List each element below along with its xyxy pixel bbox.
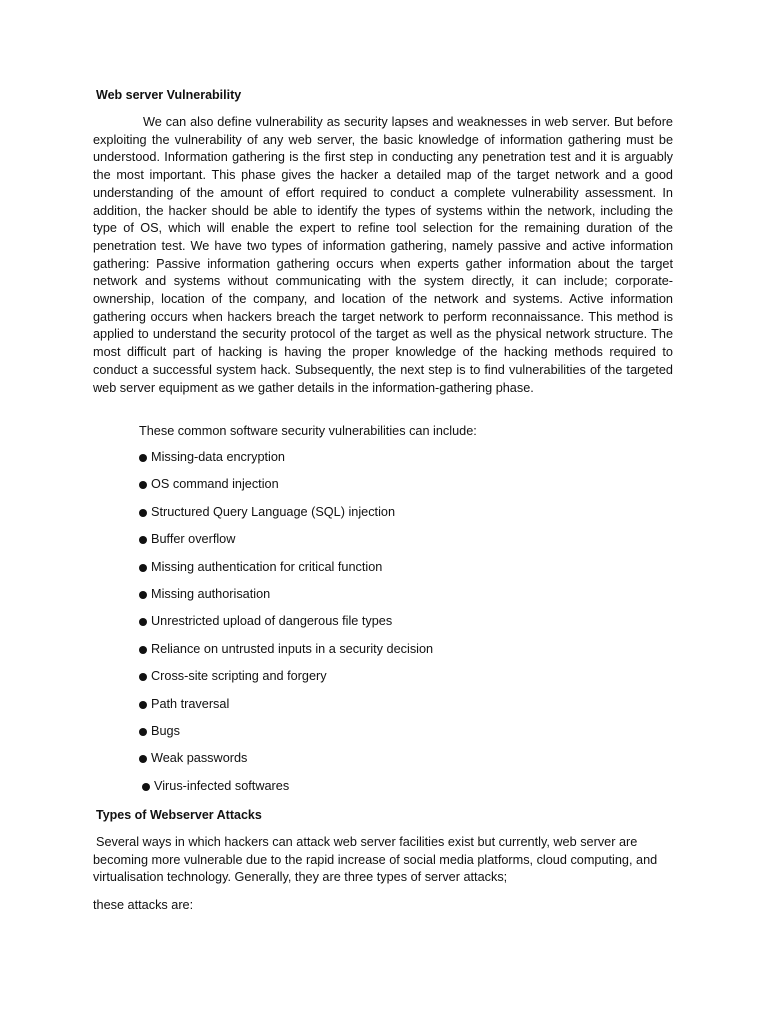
- list-item: [139, 779, 433, 806]
- list-item-text: Bugs: [151, 723, 180, 738]
- bullet-icon: [139, 591, 147, 599]
- bullet-icon: [139, 454, 147, 462]
- bullet-icon: [139, 564, 147, 572]
- list-item-text: Virus-infected softwares: [154, 778, 290, 793]
- vulnerability-list: [139, 450, 433, 806]
- list-item: [139, 505, 433, 532]
- list-item: [139, 614, 433, 641]
- bullet-icon: [139, 701, 147, 709]
- bullet-icon: [142, 783, 150, 791]
- list-item-text: Path traversal: [151, 696, 230, 711]
- list-item: [139, 587, 433, 614]
- section-heading-webserver-attacks: Types of Webserver Attacks: [96, 808, 262, 822]
- bullet-icon: [139, 755, 147, 763]
- list-item-text: Missing authorisation: [151, 586, 271, 601]
- paragraph-server-attacks: Several ways in which hackers can attack web server facilities exist but currently, web server are becoming more vulnerable due to the rapid increase of social media platforms, cloud computing, and virtualisation technology. Generally, they are three types of server attacks;: [93, 835, 658, 885]
- bullet-icon: [139, 646, 147, 654]
- list-item-text: Structured Query Language (SQL) injection: [151, 504, 396, 519]
- bullet-icon: [139, 618, 147, 626]
- list-item: [139, 560, 433, 587]
- list-item: [139, 450, 433, 477]
- list-item-text: Missing authentication for critical function: [151, 559, 383, 574]
- list-item: [139, 669, 433, 696]
- list-item-text: Buffer overflow: [151, 532, 236, 547]
- bullet-icon: [139, 728, 147, 736]
- bullet-icon: [139, 481, 147, 489]
- list-item: [139, 642, 433, 669]
- bullet-icon: [139, 673, 147, 681]
- list-item: [139, 477, 433, 504]
- list-item-text: Weak passwords: [151, 751, 248, 766]
- paragraph-information-gathering: We can also define vulnerability as security lapses and weaknesses in web server. But before exploiting the vulnerability of any web server, the basic knowledge of information gathering must be understood. Information gathering is the first step in conducting any penetration test and it is arguably the most important. This phase gives the hacker a detailed map of the target network and a good understanding of the amount of effort required to conduct a complete vulnerability assessment. In addition, the hacker should be able to identify the types of systems within the network, including the type of OS, which will enable the expert to refine tool selection for the remaining duration of the penetration test. We have two types of information gathering, namely passive and active information gathering: Passive information gathering occurs when experts gather information about the target network and systems without communicating with the system directly, it can include; corporate-ownership, location of the company, and location of the network and systems. Active information gathering occurs when hackers breach the target network to perform reconnaissance. This method is applied to understand the security protocol of the target as well as the physical network structure. The most difficult part of hacking is having the proper knowledge of the hacking methods required to conduct a successful system hack. Subsequently, the next step is to find vulnerabilities of the targeted web server equipment as we gather details in the information-gathering phase.: [93, 115, 673, 395]
- bullet-icon: [139, 509, 147, 517]
- list-item-text: Reliance on untrusted inputs in a security decision: [151, 641, 434, 656]
- list-item-text: Unrestricted upload of dangerous file types: [151, 614, 393, 629]
- list-item-text: Cross-site scripting and forgery: [151, 669, 327, 684]
- section-heading-web-server-vulnerability: Web server Vulnerability: [96, 88, 242, 102]
- list-item: [139, 751, 433, 778]
- closing-line: these attacks are:: [93, 898, 194, 912]
- list-item: [139, 724, 433, 751]
- list-item: [139, 697, 433, 724]
- list-item: [139, 532, 433, 559]
- list-item-text: Missing-data encryption: [151, 450, 285, 464]
- vulnerability-list-intro: These common software security vulnerabilities can include:: [139, 424, 477, 438]
- list-item-text: OS command injection: [151, 477, 279, 492]
- bullet-icon: [139, 536, 147, 544]
